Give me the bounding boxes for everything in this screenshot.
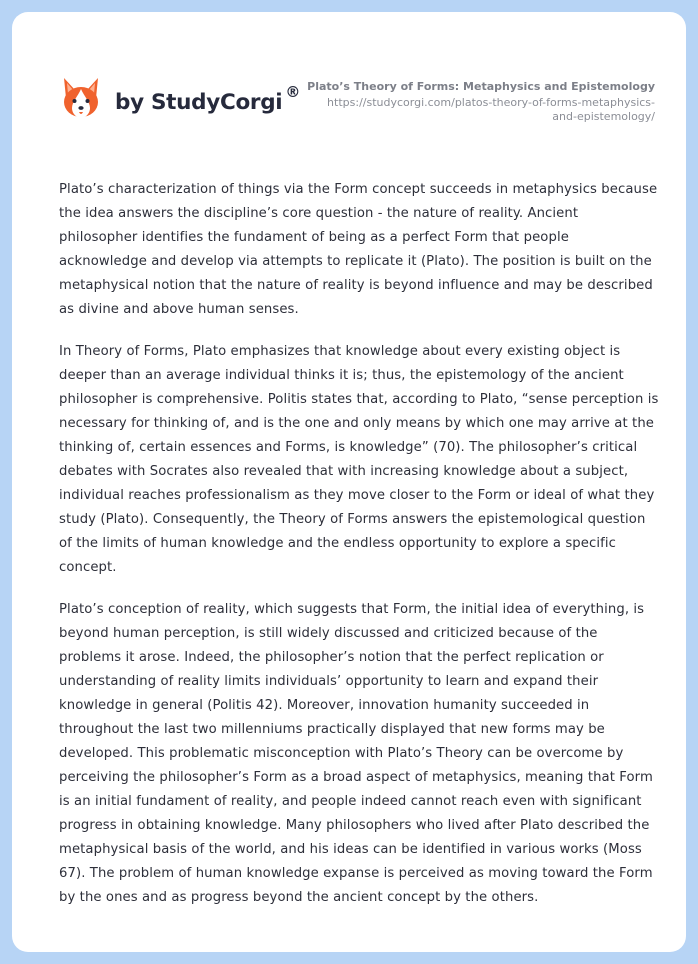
brand-name	[115, 82, 301, 116]
corgi-logo-icon	[61, 76, 101, 120]
registered-mark: ®	[285, 82, 301, 101]
paragraph-3: Plato’s conception of reality, which suggests that Form, the initial idea of everything, is beyond human perception, is still widely discussed and criticized because of the problems it arose. Indeed, the philosopher’s notion that the perfect replication or understanding of reality limits individuals’ opportunity to learn and expand their knowledge in general (Politis 42). Moreover, innovation humanity succeeded in throughout the last two millenniums practically displayed that new forms may be developed. This problematic misconception with Plato’s Theory can be overcome by perceiving the philosopher’s Form as a broad aspect of metaphysics, meaning that Form is an initial fundament of reality, and people indeed cannot reach even with significant progress in obtaining knowledge. Many philosophers who lived after Plato described the metaphysical basis of the world, and his ideas can be identified in various works (Moss 67). The problem of human knowledge expanse is perceived as moving toward the Form by the ones and as progress beyond the ancient concept by the others.	[59, 602, 653, 905]
document-url-line-1[interactable]: https://studycorgi.com/platos-theory-of-forms-metaphysics-	[327, 96, 655, 109]
document-url[interactable]	[295, 96, 655, 124]
document-header-info	[295, 80, 655, 124]
paragraph-1: Plato’s characterization of things via the Form concept succeeds in metaphysics because the idea answers the discipline’s core question - the nature of reality. Ancient philosopher identifies the fundament of being as a perfect Form that people acknowledge and develop via attempts to replicate it (Plato). The position is built on the metaphysical notion that the nature of reality is beyond influence and may be described as divine and above human senses.	[59, 182, 658, 317]
essay-body	[59, 178, 659, 928]
brand-text: by StudyCorgi	[115, 90, 283, 116]
document-title: Plato’s Theory of Forms: Metaphysics and Epistemology	[307, 80, 655, 93]
paragraph-2: In Theory of Forms, Plato emphasizes that knowledge about every existing object is deeper than an average individual thinks it is; thus, the epistemology of the ancient philosopher is comprehensive. Politis states that, according to Plato, “sense perception is necessary for thinking of, and is the one and only means by which one may arrive at the thinking of, certain essences and Forms, is knowledge” (70). The philosopher’s critical debates with Socrates also revealed that with increasing knowledge about a subject, individual reaches professionalism as they move closer to the Form or ideal of what they study (Plato). Consequently, the Theory of Forms answers the epistemological question of the limits of human knowledge and the endless opportunity to explore a specific concept.	[59, 344, 659, 575]
document-card	[12, 12, 686, 952]
document-url-line-2[interactable]: and-epistemology/	[552, 110, 655, 123]
studycorgi-logo[interactable]	[61, 76, 300, 120]
